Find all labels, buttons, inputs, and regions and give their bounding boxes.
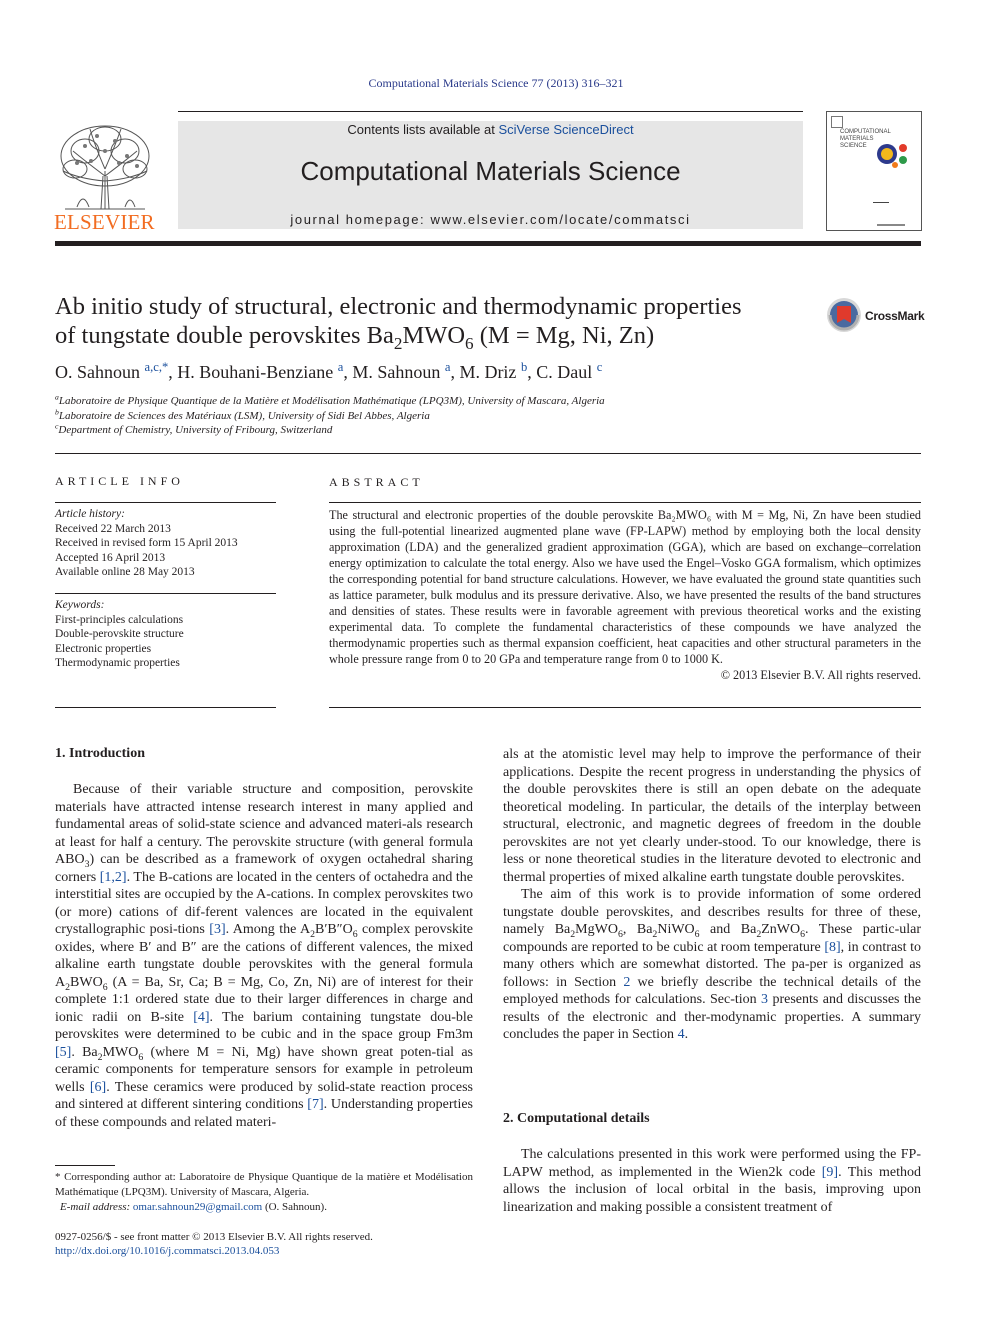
cover-rule (873, 202, 889, 203)
abstract-bottom-rule (329, 707, 921, 708)
affiliation (55, 392, 605, 407)
journal-name: Computational Materials Science (300, 156, 681, 186)
keyword: First-principles calculations (55, 613, 184, 626)
author-affil-mark[interactable]: c (596, 360, 603, 374)
affiliations-rule (55, 453, 921, 454)
author-name: M. Sahnoun (352, 362, 441, 382)
body-paragraph: als at the atomistic level may help to improve the performance of their applications. Despite the recent progress in understanding the physics of the double perovskites there is still an open debate on the adequate theoretical modeling. In particular, the details of the interplay between structural, electronic, and magnetic degrees of freedom in the double perovskites are not yet clearly under-stood. To our knowledge, there is less or none theoretical studies in the literature devoted to electronic and thermal properties of mixed alkaline earth tungstate double perovskites. (503, 747, 921, 885)
footnote-rule (55, 1165, 115, 1166)
cover-logo-icon (831, 116, 843, 128)
comp-column (503, 1146, 921, 1216)
issn-line: 0927-0256/$ - see front matter © 2013 Elsevier B.V. All rights reserved. (55, 1231, 373, 1243)
intro-right-column (503, 746, 921, 1044)
abstract-text: The structural and electronic properties of the double perovskite Ba₂MWO₆ with M = Mg, Ni, Zn have been studied using the full-potential linearized augmented plane wave (FP-LAPW) method by employing both the local density approximation (LDA) and the generalized gradient approximation (GGA), which are based on exchange–correlation energy optimization to calculate the total energy. Also we have used the Engel–Vosko GGA formalism, which optimizes the corresponding potential for band structure calculations. However, we have evaluated the ground state quantities such as lattice parameter, bulk modulus and its pressure derivative. Also, we have presented the results of the band structures and densities of states. These results were in favorable agreement with previous theoretical works and the existing experimental data. To complete the fundamental characteristics of these compounds we have analyzed the thermodynamic properties such as thermal expansion coefficient, heat capacities and other structural parameters in the whole pressure range from 0 to 20 GPa and temperature range from 0 to 1000 K. (329, 508, 921, 666)
intro-left-column (55, 781, 473, 1131)
affiliation-mark: b (55, 407, 59, 417)
title-part: (M = Mg, Ni, Zn) (473, 322, 655, 349)
corresponding-author-note: * Corresponding author at: Laboratoire de Physique Quantique de la matière et Modélisation Mathématique (LPQ3M). University of Mascara, Algeria. (55, 1171, 473, 1198)
cover-footer-bar (877, 224, 905, 226)
history-item: Received in revised form 15 April 2013 (55, 537, 238, 549)
history-item: Accepted 16 April 2013 (55, 551, 166, 564)
author-name: M. Driz (459, 362, 517, 382)
header-thick-rule (55, 241, 921, 246)
contents-prefix: Contents lists available at (347, 122, 499, 137)
header-top-rule (178, 111, 803, 112)
author-affil-mark[interactable]: a,c,* (144, 360, 169, 374)
history-item: Available online 28 May 2013 (55, 566, 195, 578)
abstract-copyright: © 2013 Elsevier B.V. All rights reserved. (720, 668, 921, 682)
body-paragraph: The aim of this work is to provide information of some ordered tungstate double perovskites, and describes results for three of these, namely $Ba_2MgWO_6$, $Ba_2NiWO_6$ and $Ba_2ZnWO_6$. These partic-ular compounds are reported to be cubic at room temperature [8], in contrast to many others which are somewhat distorted. The pa-per is organized as follows: in Section 2 we briefly describe the technical details of the employed methods for calculations. Sec-tion 3 presents and discusses the results of the electronic and ther-modynamic properties. A summary concludes the paper in Section 4. (503, 887, 921, 1042)
author[interactable] (55, 362, 168, 382)
email-note (55, 1200, 478, 1215)
crossmark-icon[interactable] (826, 297, 862, 333)
abstract (329, 507, 921, 683)
elsevier-tree-logo (55, 121, 155, 211)
email-link[interactable]: omar.sahnoun29@gmail.com (132, 1201, 263, 1213)
sciencedirect-link[interactable]: SciVerse ScienceDirect (498, 122, 634, 137)
affiliation (55, 421, 333, 436)
affiliation (55, 407, 430, 422)
author[interactable] (177, 362, 343, 382)
article-history (55, 507, 238, 580)
author-affil-mark[interactable]: a (337, 360, 344, 374)
email-suffix: (O. Sahnoun). (262, 1201, 327, 1213)
doi-link[interactable]: http://dx.doi.org/10.1016/j.commatsci.2013.04.053 (55, 1245, 280, 1257)
affiliation-mark: c (55, 421, 59, 431)
affiliation-mark: a (55, 392, 59, 402)
title-part: MWO (402, 322, 466, 349)
keywords-label: Keywords: (55, 599, 105, 611)
title-line-1: Ab initio study of structural, electronic and thermodynamic properties (55, 293, 742, 320)
section-heading: 2. Computational details (503, 1111, 650, 1126)
contents-available (178, 122, 803, 137)
author-affil-mark[interactable]: b (520, 360, 528, 374)
journal-homepage[interactable]: journal homepage: www.elsevier.com/locate/commatsci (290, 212, 691, 227)
cover-art-icon (873, 138, 913, 170)
keyword: Thermodynamic properties (55, 657, 180, 669)
title-part: of tungstate double perovskites Ba (55, 322, 394, 349)
author-affil-mark[interactable]: a (444, 360, 451, 374)
author-name: O. Sahnoun (55, 362, 140, 382)
email-label: E-mail address: (60, 1201, 133, 1213)
abstract-heading: ABSTRACT (329, 475, 424, 489)
author-name: C. Daul (536, 362, 593, 382)
crossmark-label[interactable]: CrossMark (865, 309, 925, 323)
body-paragraph: The calculations presented in this work were performed using the FP-LAPW method, as implemented in the Wien2k code [9]. This method allows the inclusion of local orbital in the basis, improving upon linearization and making possible a consistent treatment of (503, 1147, 921, 1215)
keyword: Double-perovskite structure (55, 628, 184, 640)
author[interactable] (536, 362, 602, 382)
title-sub: 6 (465, 333, 474, 353)
history-item: Received 22 March 2013 (55, 522, 171, 535)
article-title (55, 292, 815, 353)
author-list: O. Sahnoun $^{a,c,*}$, H. Bouhani-Benziane $^a$, M. Sahnoun $^a$, M. Driz $^b$, C. Daul $^c$ (55, 360, 603, 382)
affiliation-text: Laboratoire de Physique Quantique de la Matière et Modélisation Mathématique (LPQ3M), University of Mascara, Algeria (58, 395, 605, 407)
body-paragraph: Because of their variable structure and composition, perovskite materials have attracted intense research interest in many applied and fundamental areas of solid-state science and advanced materi-als research at least for half a century. The perovskite structure (with general formula $ABO_3$) can be described as a framework of oxygen octahedral sharing corners [1,2]. The B-cations are located in the centers of octahedra and the interstitial sites are occupied by the A-cations. In complex perovskites two (or more) cations of dif-ferent valences are located in the equivalent crystallographic posi-tions [3]. Among the $A_2B'B''O_6$ complex perovskite oxides, where B′ and B″ are the cations of different valences, the mixed alkaline earth tungstate double perovskites with the general formula $A_2BWO_6$ (A = Ba, Sr, Ca; B = Mg, Co, Zn, Ni) are of interest for their complete 1:1 ordered state due to their larger differences in charge and ionic radii on B-site [4]. The barium containing tungstate dou-ble perovskites were determined to be cubic and in the space group Fm3m [5]. $Ba_2MWO_6$ (where M = Ni, Mg) have shown great poten-tial as ceramic components for temperature sensors for example in petroleum wells [6]. These ceramics were produced by solid-state reaction process and sintered at different sintering conditions [7]. Understanding properties of these compounds and related materi- (55, 782, 474, 1130)
title-line-2 (55, 321, 815, 353)
keywords-rule (55, 593, 276, 594)
article-info-bottom-rule (55, 707, 276, 708)
article-info-rule (55, 502, 276, 503)
author[interactable] (459, 362, 527, 382)
affiliation-text: Laboratoire de Sciences des Matériaux (LSM), University of Sidi Bel Abbes, Algeria (58, 410, 430, 422)
history-label: Article history: (55, 508, 125, 520)
author-name: H. Bouhani-Benziane (177, 362, 334, 382)
cover-title: COMPUTATIONAL MATERIALS SCIENCE (840, 129, 891, 149)
elsevier-wordmark: ELSEVIER (54, 210, 155, 234)
keywords (55, 598, 184, 671)
section-heading: 1. Introduction (55, 746, 145, 761)
journal-reference[interactable]: Computational Materials Science 77 (2013) 316–321 (368, 76, 624, 90)
journal-cover[interactable] (826, 111, 922, 231)
abstract-rule (329, 502, 921, 503)
author[interactable] (352, 362, 450, 382)
article-info-heading: ARTICLE INFO (55, 474, 184, 488)
affiliation-text: Department of Chemistry, University of Fribourg, Switzerland (58, 424, 333, 436)
keyword: Electronic properties (55, 642, 152, 655)
title-sub: 2 (393, 333, 403, 353)
